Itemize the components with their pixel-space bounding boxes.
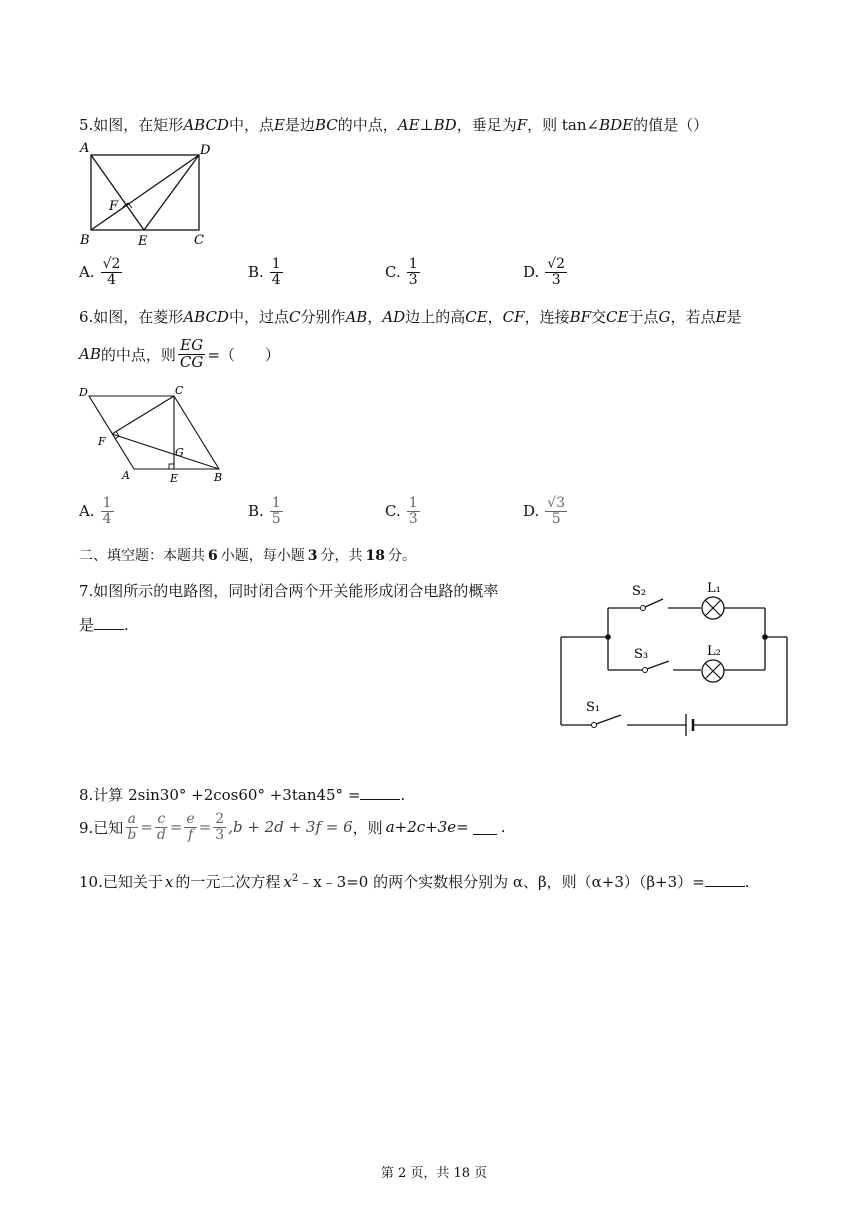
q5-label-f: F [109,199,119,214]
option-num: 1 [102,495,112,511]
page-footer: 第 2 页，共 18 页 [380,1166,488,1181]
q6-stem-line2 [79,338,280,371]
section-points: 3 [307,548,318,564]
q9-frac-num: 2 [215,811,225,827]
q6-label-b: B [214,471,223,484]
option-label: A. [79,502,95,521]
q6-label-e: E [170,472,179,485]
q6-text: 的中点，则 [100,345,176,364]
option-num: √2 [547,256,566,272]
q9-frac-den: 3 [215,826,225,843]
q9-text: ，则 [352,818,383,837]
q6-text: 边上的高 [405,308,466,326]
q6-text: 分别作 [300,308,346,326]
section-header [79,545,416,565]
q5-text: ，则 tan∠ [527,116,600,134]
q6-bf: BF [569,308,592,326]
q6-label-a: A [122,469,130,482]
option-den: 3 [408,271,418,288]
q9-stem [79,812,506,842]
section-text: 分。 [387,548,416,564]
option-den: 4 [271,271,281,288]
q10-text: 10.已知关于 [79,873,163,891]
section-total: 18 [365,548,385,564]
q5-label-e: E [138,234,148,249]
q7-label-s1: S₁ [586,700,601,715]
option-num: √2 [102,256,121,272]
option-den: 3 [551,271,561,288]
q5-text: 是边 [284,116,315,134]
q9-frac-num: c [157,811,166,827]
option-label: D. [523,502,540,521]
q6-ce2: CE [606,308,629,326]
q6-cf: CF [502,308,525,326]
q6-frac-den: CG [179,352,204,371]
q7-answer-blank[interactable] [94,615,124,630]
q10-text: . [744,873,750,891]
q8-text: 8.计算 2sin30° +2cos60° +3tan45° = [79,786,361,804]
option-num: √3 [547,495,566,511]
q6-option-d[interactable] [523,496,569,526]
q5-abcd: ABCD [183,116,229,134]
q9-frac-den: d [156,826,166,843]
option-label: B. [248,263,264,282]
q10-text: ﹣x﹣3=0 的两个实数根分别为 α、β，则（α+3）（β+3）= [298,873,705,891]
option-num: 1 [271,256,281,272]
q6-text: 是 [726,308,742,326]
q7-label-l1: L₁ [707,581,721,596]
q6-label-f: F [98,435,106,448]
q6-text: 6.如图，在菱形 [79,308,184,326]
q5-e: E [273,116,285,134]
option-den: 3 [408,510,418,527]
q5-bc: BC [314,116,338,134]
q8-answer-blank[interactable] [360,785,400,800]
q6-option-a[interactable] [79,496,116,526]
q9-answer-blank[interactable] [473,820,497,835]
q10-answer-blank[interactable] [705,872,745,887]
q7-label-s3: S₃ [634,647,649,662]
q10-x: x [283,873,292,891]
q7-text: . [124,616,129,634]
q6-text: ，连接 [524,308,570,326]
q7-stem-line1 [79,580,498,601]
q7-circuit-diagram [555,578,795,743]
option-num: 1 [408,256,418,272]
q8-stem [79,784,405,805]
q6-text: ， [487,308,503,326]
q9-frac-den: b [127,826,137,843]
q9-frac-den: f [187,826,194,843]
option-label: A. [79,263,95,282]
q6-text: 于点 [628,308,659,326]
q8-text: . [400,786,406,804]
q5-text: 的中点， [337,116,398,134]
section-text: 小题，每小题 [220,548,305,564]
q7-label-s2: S₂ [632,584,647,599]
q9-frac-num: a [127,811,136,827]
q6-ab: AB [345,308,368,326]
q5-text: 中，点 [228,116,274,134]
q5-f: F [516,116,528,134]
q10-exponent: 2 [291,873,299,884]
option-den: 5 [271,510,281,527]
option-label: C. [385,263,401,282]
q6-ce: CE [465,308,488,326]
q5-stem [79,114,708,135]
option-den: 4 [102,510,112,527]
q10-text: 的一元二次方程 [175,873,281,891]
q6-label-c: C [175,384,184,397]
q5-rectangle-figure [76,140,216,250]
q6-frac-num: EG [180,336,204,354]
option-num: 1 [408,495,418,511]
option-den: 4 [107,271,116,288]
q5-label-a: A [80,141,90,156]
q6-stem-line1 [79,306,741,327]
q5-option-a[interactable] [79,257,124,287]
q9-frac-num: e [186,811,195,827]
option-den: 5 [551,510,561,527]
q6-label-d: D [79,386,88,399]
section-text: 分，共 [320,548,363,564]
q10-x: x [164,873,174,891]
q6-option-c[interactable] [385,496,422,526]
option-label: B. [248,502,264,521]
q6-text: 交 [591,308,607,326]
q9-text: 9.已知 [79,818,124,837]
q5-label-b: B [80,233,90,248]
q7-text: 7.如图所示的电路图，同时闭合两个开关能形成闭合电路的概率 [79,582,499,600]
option-label: C. [385,502,401,521]
q6-abcd: ABCD [183,308,229,326]
q5-option-c[interactable] [385,257,422,287]
option-num: 1 [271,495,281,511]
q6-text: ，若点 [670,308,716,326]
section-count: 6 [208,548,218,564]
q6-text: 中，过点 [228,308,289,326]
q6-ad: AD [382,308,406,326]
section-text: 二、填空题：本题共 [79,548,205,564]
q5-text: 的值是（） [633,116,709,134]
q7-stem-line2 [79,614,129,635]
q7-label-l2: L₂ [707,644,721,659]
q5-text: 5.如图，在矩形 [79,116,184,134]
q6-g: G [658,308,671,326]
q9-text: . [500,818,506,837]
q9-eq: = [169,818,183,837]
q6-label-g: G [175,446,184,459]
option-label: D. [523,263,540,282]
q5-label-d: D [200,143,211,158]
q9-expr: a+2c+3e [385,818,457,837]
q9-condition: ,b + 2d + 3f = 6 [228,818,353,837]
q5-text: ，垂足为 [456,116,517,134]
q5-bde: BDE [599,116,634,134]
q5-option-b[interactable] [248,257,285,287]
q5-option-d[interactable] [523,257,569,287]
q9-eq: = [198,818,212,837]
q9-text: = [456,818,469,837]
q6-option-b[interactable] [248,496,285,526]
q6-ab2: AB [79,345,101,364]
q6-text: ， [367,308,383,326]
q6-text: =（ ） [207,345,280,364]
q9-eq: = [140,818,153,837]
q10-stem [79,871,750,892]
q6-c: C [288,308,301,326]
q6-e: E [715,308,727,326]
q5-label-c: C [194,233,204,248]
q5-aebd: AE⊥BD [397,116,457,134]
q7-text: 是 [79,616,95,634]
q6-rhombus-figure [76,382,236,487]
